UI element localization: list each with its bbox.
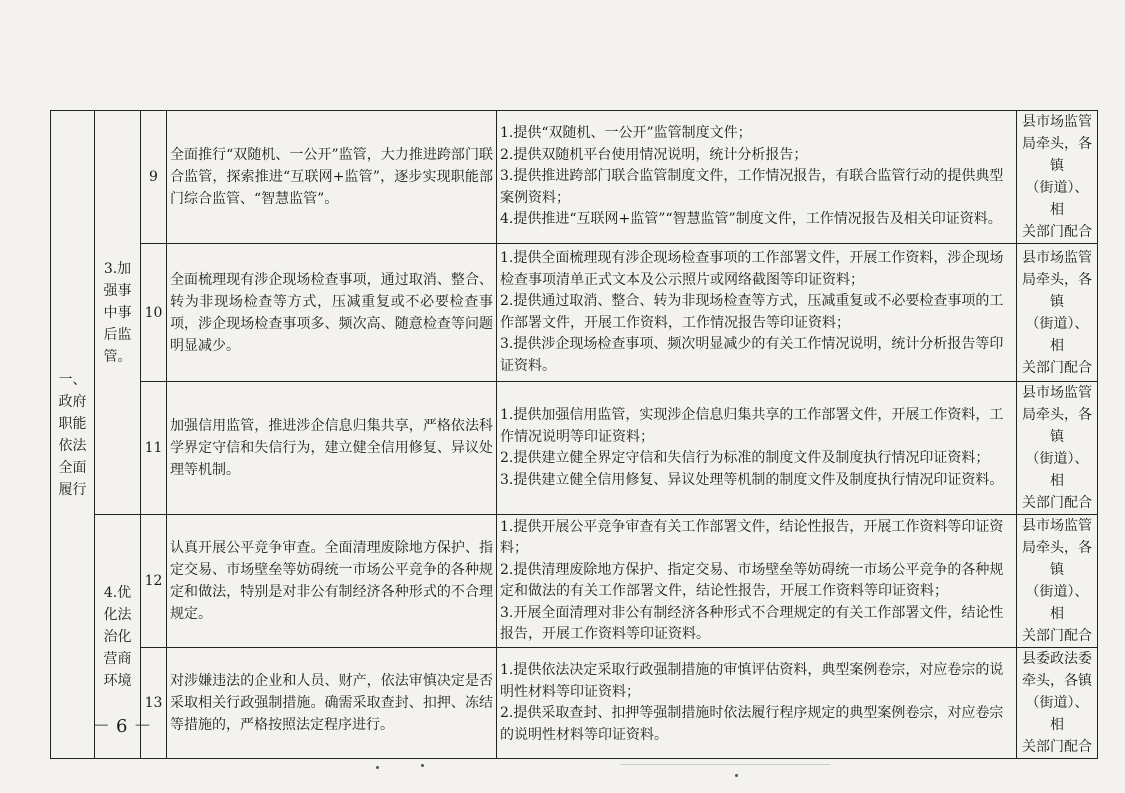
category-line: 一、 xyxy=(58,371,87,388)
table-row xyxy=(51,111,1098,244)
category-cell xyxy=(51,111,95,759)
evidence-item: 3.提供建立健全信用修复、异议处理等机制的制度文件及制度执行情况印证资料。 xyxy=(500,471,1004,488)
category-line: 履行 xyxy=(58,481,87,498)
subcategory-line: 化法 xyxy=(103,606,132,623)
responsible-line: 局牵头，各镇 xyxy=(1022,136,1092,174)
responsible-line: （街道）、相 xyxy=(1025,315,1089,354)
evidence-list xyxy=(497,244,1017,382)
evidence-item: 2.提供采取查封、扣押等强制措施时依法履行程序规定的典型案例卷宗，对应卷宗的说明性材料等印证资料。 xyxy=(500,705,1004,743)
row-number: 9 xyxy=(141,111,167,244)
responsible-line: 局牵头，各镇 xyxy=(1022,407,1092,445)
evidence-list xyxy=(497,111,1017,244)
subcategory-line: 后监 xyxy=(103,326,132,343)
responsible-line: 关部门配合 xyxy=(1022,495,1092,511)
responsible-line: （街道）、相 xyxy=(1025,695,1089,733)
responsible-line: 县委政法委 xyxy=(1022,651,1092,667)
table-row xyxy=(51,244,1098,382)
evidence-item: 1.提供依法决定采取行政强制措施的审慎评估资料，典型案例卷宗，对应卷宗的说明性材料等印证资料； xyxy=(500,662,1004,700)
responsible-line: 局牵头，各镇 xyxy=(1022,271,1092,310)
task-description: 认真开展公平竞争审查。全面清理废除地方保护、指定交易、市场壁垒等妨碍统一市场公平竞争的各种规定和做法，特别是对非公有制经济各种形式的不合理规定。 xyxy=(167,515,497,648)
evidence-item: 2.提供双随机平台使用情况说明，统计分析报告； xyxy=(500,146,808,163)
table-row xyxy=(51,648,1098,759)
row-number: 12 xyxy=(141,515,167,648)
subcategory-line: 治化 xyxy=(103,628,132,645)
evidence-item: 1.提供“双随机、一公开”监管制度文件； xyxy=(500,125,752,142)
evidence-item: 3.开展全面清理对非公有制经济各种形式不合理规定的有关工作部署文件，结论性报告，开展工作资料等印证资料。 xyxy=(500,604,1004,642)
evidence-item: 1.提供全面梳理现有涉企现场检查事项的工作部署文件，开展工作资料，涉企现场检查事项清单正式文本及公示照片或网络截图等印证资料； xyxy=(500,250,1004,288)
subcategory-line: 4.优 xyxy=(103,584,132,601)
evidence-list xyxy=(497,648,1017,759)
responsible-line: 县市场监管 xyxy=(1022,385,1092,401)
evidence-item: 2.提供清理废除地方保护、指定交易、市场壁垒等妨碍统一市场公平竞争的各种规定和做法的有关工作部署文件，结论性报告，开展工作资料等印证资料； xyxy=(500,561,1004,599)
evidence-item: 2.提供通过取消、整合、转为非现场检查等方式，压减重复或不必要检查事项的工作部署文件，开展工作资料，工作情况报告等印证资料； xyxy=(500,293,1004,331)
task-description: 全面梳理现有涉企现场检查事项，通过取消、整合、转为非现场检查等方式，压减重复或不必要检查事项，涉企现场检查事项多、频次高、随意检查等问题明显减少。 xyxy=(167,244,497,382)
responsible-line: 县市场监管 xyxy=(1022,114,1092,130)
evidence-item: 2.提供建立健全界定守信和失信行为标准的制度文件及制度执行情况印证资料； xyxy=(500,450,990,466)
scan-artifact-line xyxy=(620,764,830,765)
subcategory-line: 管。 xyxy=(103,348,132,365)
responsible-unit xyxy=(1017,111,1098,244)
responsible-line: （街道）、相 xyxy=(1025,180,1089,218)
responsible-line: 关部门配合 xyxy=(1022,739,1092,755)
evidence-list xyxy=(497,382,1017,515)
evidence-item: 4.提供推进“互联网+监管”“智慧监管”制度文件，工作情况报告及相关印证资料。 xyxy=(500,211,1002,228)
scan-artifact-dot xyxy=(421,764,424,767)
table-row xyxy=(51,382,1098,515)
scan-artifact-dot xyxy=(735,774,738,777)
subcategory-line: 强事 xyxy=(103,282,132,299)
evidence-item: 3.提供推进跨部门联合监管制度文件，工作情况报告，有联合监管行动的提供典型案例资料； xyxy=(500,168,1004,206)
task-table xyxy=(50,110,1098,759)
subcategory-line: 3.加 xyxy=(103,260,132,277)
subcategory-line: 中事 xyxy=(103,304,132,321)
responsible-unit xyxy=(1017,648,1098,759)
responsible-unit xyxy=(1017,244,1098,382)
subcategory-line: 营商 xyxy=(103,650,132,667)
category-line: 政府 xyxy=(58,393,87,410)
responsible-line: 关部门配合 xyxy=(1022,628,1092,644)
responsible-line: 县市场监管 xyxy=(1022,518,1092,534)
category-line: 依法 xyxy=(58,437,87,454)
subcategory-cell xyxy=(95,111,141,515)
category-line: 职能 xyxy=(58,415,87,432)
responsible-line: 局牵头，各镇 xyxy=(1022,540,1092,578)
row-number: 10 xyxy=(141,244,167,382)
subcategory-line: 环境 xyxy=(103,672,132,689)
category-line: 全面 xyxy=(58,459,87,476)
responsible-line: 关部门配合 xyxy=(1022,359,1092,376)
task-description: 加强信用监管，推进涉企信息归集共享，严格依法科学界定守信和失信行为，建立健全信用修复、异议处理等机制。 xyxy=(167,382,497,515)
evidence-item: 1.提供加强信用监管，实现涉企信息归集共享的工作部署文件，开展工作资料，工作情况说明等印证资料； xyxy=(500,407,1004,445)
table-row xyxy=(51,515,1098,648)
responsible-unit xyxy=(1017,515,1098,648)
scan-artifact-dot xyxy=(376,766,379,769)
responsible-unit xyxy=(1017,382,1098,515)
row-number: 11 xyxy=(141,382,167,515)
responsible-line: 牵头，各镇 xyxy=(1022,673,1092,689)
responsible-line: （街道）、相 xyxy=(1025,451,1089,489)
responsible-line: 县市场监管 xyxy=(1022,249,1092,266)
responsible-line: 关部门配合 xyxy=(1022,224,1092,240)
task-description: 对涉嫌违法的企业和人员、财产，依法审慎决定是否采取相关行政强制措施。确需采取查封、扣押、冻结等措施的，严格按照法定程序进行。 xyxy=(167,648,497,759)
row-number: 13 xyxy=(141,648,167,759)
responsible-line: （街道）、相 xyxy=(1025,584,1089,622)
task-description: 全面推行“双随机、一公开”监管，大力推进跨部门联合监管，探索推进“互联网+监管”，逐步实现职能部门综合监管、“智慧监管”。 xyxy=(167,111,497,244)
evidence-item: 1.提供开展公平竞争审查有关工作部署文件，结论性报告，开展工作资料等印证资料； xyxy=(500,518,1004,556)
page-number: －6－ xyxy=(92,716,158,737)
evidence-list xyxy=(497,515,1017,648)
evidence-item: 3.提供涉企现场检查事项、频次明显减少的有关工作情况说明，统计分析报告等印证资料。 xyxy=(500,336,1004,374)
